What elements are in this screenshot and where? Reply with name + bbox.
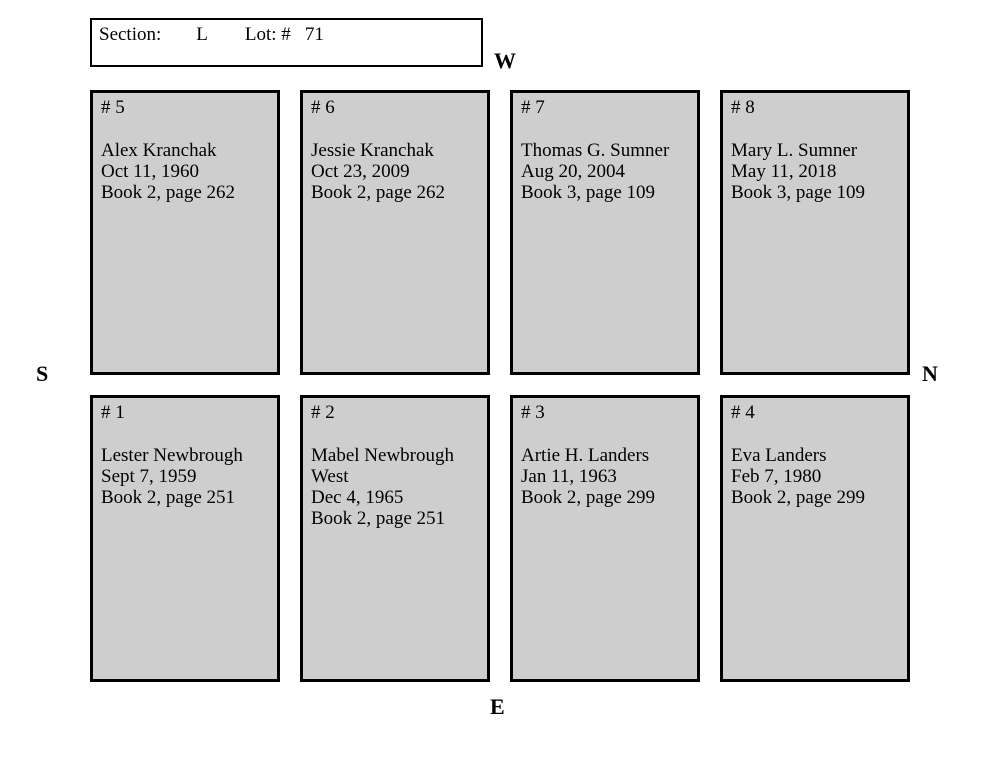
plot-cell-7 bbox=[510, 90, 700, 375]
lot-info-box bbox=[90, 18, 483, 67]
plot-number: # 2 bbox=[311, 402, 335, 423]
plot-book-ref: Book 2, page 262 bbox=[311, 182, 446, 203]
plot-name: Eva Landers bbox=[731, 445, 827, 466]
plot-date: Feb 7, 1980 bbox=[731, 466, 822, 487]
plot-date: Sept 7, 1959 bbox=[101, 466, 197, 487]
plot-info bbox=[101, 445, 269, 508]
plot-info bbox=[731, 140, 899, 203]
section-label: Section: bbox=[99, 24, 162, 45]
plot-name: Artie H. Landers bbox=[521, 445, 650, 466]
compass-east-label: E bbox=[490, 694, 505, 719]
plot-book-ref: Book 3, page 109 bbox=[521, 182, 656, 203]
plot-name: Jessie Kranchak bbox=[311, 140, 434, 161]
lot-number-value: 71 bbox=[304, 24, 324, 45]
plot-number: # 3 bbox=[521, 402, 545, 423]
plot-book-ref: Book 2, page 262 bbox=[101, 182, 236, 203]
plot-date: Aug 20, 2004 bbox=[521, 161, 625, 182]
plot-number: # 1 bbox=[101, 402, 125, 423]
plot-book-ref: Book 2, page 299 bbox=[731, 487, 866, 508]
plot-name: Thomas G. Sumner bbox=[521, 140, 670, 161]
plot-name: Alex Kranchak bbox=[101, 140, 217, 161]
plot-grid bbox=[90, 90, 910, 682]
plot-cell-5 bbox=[90, 90, 280, 375]
lot-label: Lot: # bbox=[244, 24, 291, 45]
plot-cell-8 bbox=[720, 90, 910, 375]
plot-cell-2 bbox=[300, 395, 490, 682]
plot-info bbox=[311, 140, 479, 203]
plot-cell-3 bbox=[510, 395, 700, 682]
compass-south-label: S bbox=[36, 361, 49, 386]
plot-name: Mary L. Sumner bbox=[731, 140, 858, 161]
plot-cell-6 bbox=[300, 90, 490, 375]
plot-number: # 5 bbox=[101, 97, 125, 118]
plot-name: Lester Newbrough bbox=[101, 445, 243, 466]
plot-date: Oct 11, 1960 bbox=[101, 161, 199, 182]
plot-name: Mabel Newbrough West bbox=[311, 445, 454, 487]
plot-date: Jan 11, 1963 bbox=[521, 466, 617, 487]
plot-info bbox=[521, 140, 689, 203]
plot-cell-4 bbox=[720, 395, 910, 682]
plot-book-ref: Book 2, page 251 bbox=[101, 487, 236, 508]
plot-info bbox=[101, 140, 269, 203]
plot-date: Oct 23, 2009 bbox=[311, 161, 410, 182]
plot-number: # 7 bbox=[521, 97, 545, 118]
plot-number: # 6 bbox=[311, 97, 335, 118]
plot-info bbox=[311, 445, 479, 529]
plot-book-ref: Book 2, page 251 bbox=[311, 508, 446, 529]
plot-info bbox=[521, 445, 689, 508]
compass-west-label: W bbox=[494, 48, 516, 73]
section-value: L bbox=[196, 24, 208, 45]
compass-north-label: N bbox=[922, 361, 938, 386]
plot-date: Dec 4, 1965 bbox=[311, 487, 404, 508]
plot-book-ref: Book 3, page 109 bbox=[731, 182, 866, 203]
plot-cell-1 bbox=[90, 395, 280, 682]
plot-number: # 4 bbox=[731, 402, 755, 423]
plot-info bbox=[731, 445, 899, 508]
plot-book-ref: Book 2, page 299 bbox=[521, 487, 656, 508]
plot-number: # 8 bbox=[731, 97, 755, 118]
plot-date: May 11, 2018 bbox=[731, 161, 837, 182]
